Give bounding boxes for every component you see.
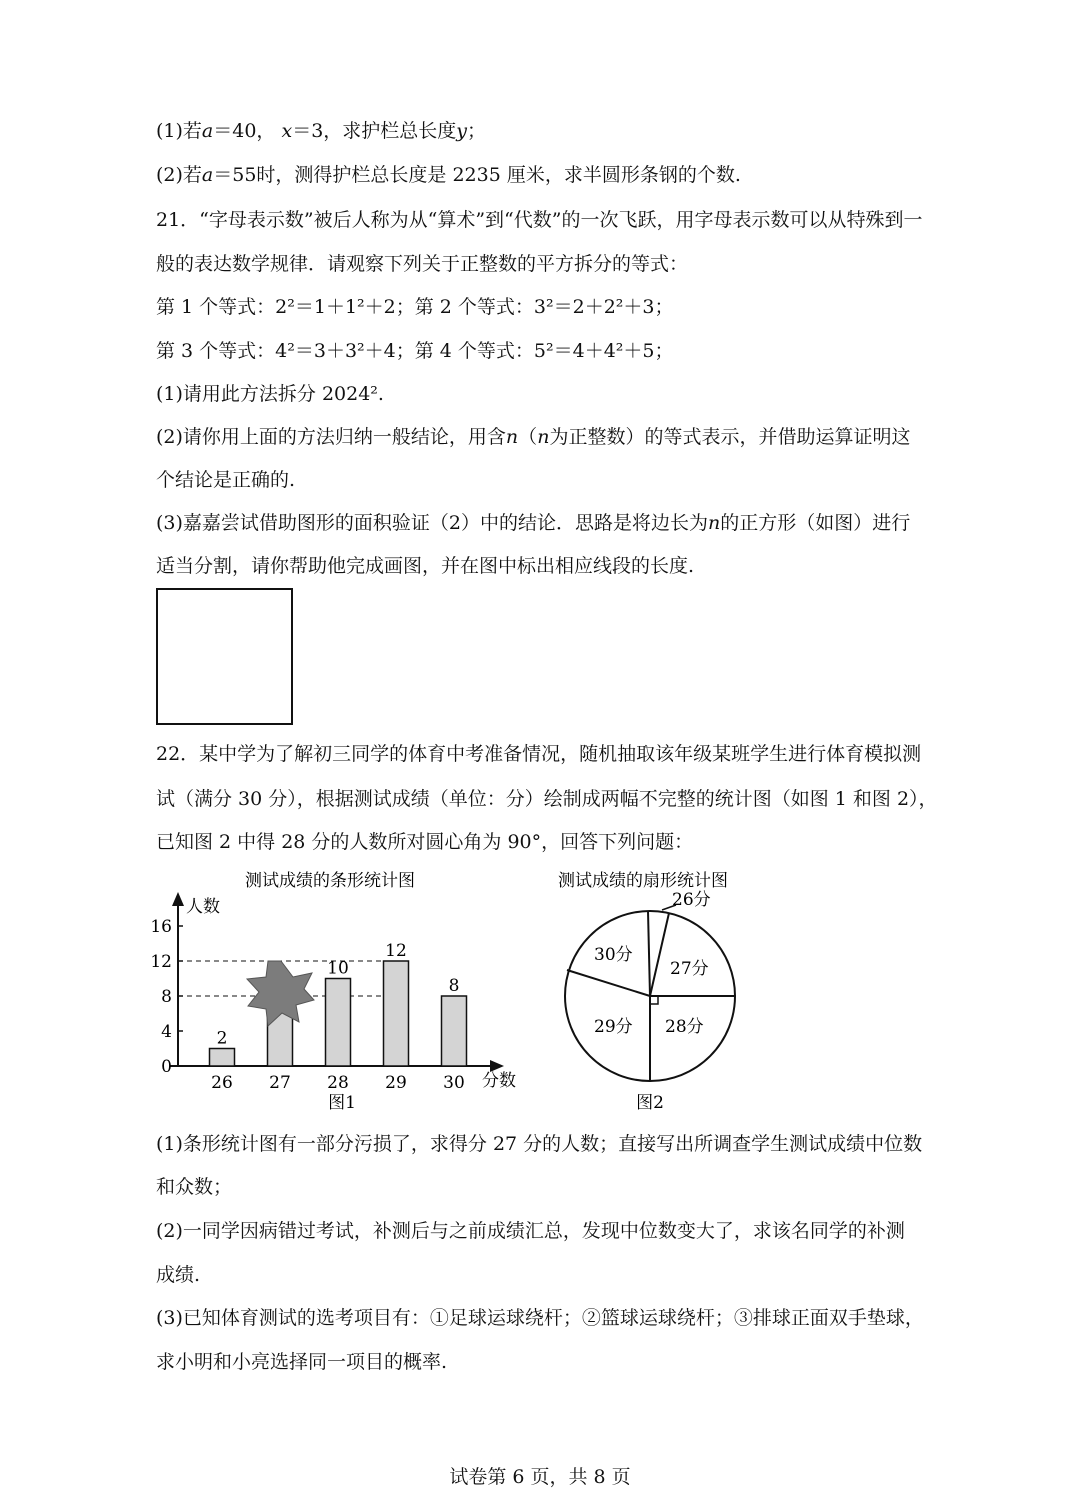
pie-divider — [650, 913, 669, 996]
q20-part1: (1)若a＝40， x＝3，求护栏总长度y； — [156, 120, 487, 142]
x-tick-label: 27 — [269, 1073, 291, 1093]
y-axis-label: 人数 — [186, 897, 220, 917]
q21-part3-line1: (3)嘉嘉尝试借助图形的面积验证（2）中的结论．思路是将边长为n的正方形（如图）进行 — [156, 512, 911, 534]
bar-value-label: 12 — [385, 941, 407, 961]
q22-intro-line2: 试（满分 30 分），根据测试成绩（单位：分）绘制成两幅不完整的统计图（如图 1 和图 2）， — [156, 788, 938, 810]
q22-intro-line3: 已知图 2 中得 28 分的人数所对圆心角为 90°，回答下列问题： — [156, 831, 694, 853]
q22-part1-line1: (1)条形统计图有一部分污损了，求得分 27 分的人数；直接写出所调查学生测试成绩中位数 — [156, 1133, 923, 1155]
q22-intro-line1: 22．某中学为了解初三同学的体育中考准备情况，随机抽取该年级某班学生进行体育模拟测 — [156, 743, 922, 765]
bar — [210, 1049, 235, 1067]
pie-label-30: 30分 — [594, 945, 633, 965]
y-axis-arrow — [172, 892, 184, 906]
bar-chart-title: 测试成绩的条形统计图 — [245, 871, 415, 891]
page-footer: 试卷第 6 页，共 8 页 — [449, 1466, 631, 1488]
figures-area — [0, 860, 1080, 1120]
pie-divider — [567, 970, 650, 996]
bar-value-label: 8 — [448, 976, 460, 996]
bar-chart-caption: 图1 — [328, 1093, 356, 1113]
square-figure — [156, 588, 293, 725]
x-tick-label: 26 — [211, 1073, 233, 1093]
right-angle-mark — [650, 996, 658, 1004]
q22-part2-line1: (2)一同学因病错过考试，补测后与之前成绩汇总，发现中位数变大了，求该名同学的补测 — [156, 1220, 905, 1242]
pie-chart — [558, 871, 735, 1113]
pie-chart-caption: 图2 — [636, 1093, 664, 1113]
bar — [326, 979, 351, 1067]
y-tick-label: 0 — [161, 1057, 172, 1077]
y-tick-label: 16 — [150, 917, 172, 937]
pie-chart-title: 测试成绩的扇形统计图 — [558, 871, 728, 891]
q20-part2: (2)若a＝55时，测得护栏总长度是 2235 厘米，求半圆形条钢的个数. — [156, 164, 741, 186]
bar — [384, 961, 409, 1066]
bar-value-label: 2 — [216, 1028, 228, 1049]
q21-part2-line1: (2)请你用上面的方法归纳一般结论，用含n（n为正整数）的等式表示，并借助运算证明这 — [156, 426, 911, 448]
q22-part2-line2: 成绩. — [156, 1264, 201, 1286]
y-tick-label: 4 — [161, 1022, 172, 1042]
q21-part3-line2: 适当分割，请你帮助他完成画图，并在图中标出相应线段的长度. — [156, 555, 695, 577]
bar-chart — [150, 871, 516, 1113]
bar-value-label: 10 — [327, 958, 349, 979]
pie-label-26: 26分 — [672, 890, 711, 910]
y-tick-label: 8 — [161, 987, 172, 1007]
pie-label-28: 28分 — [665, 1017, 704, 1037]
x-tick-label: 30 — [443, 1073, 465, 1093]
q22-part3-line1: (3)已知体育测试的选考项目有：①足球运球绕杆；②篮球运球绕杆；③排球正面双手垫球， — [156, 1307, 924, 1329]
pie-label-27: 27分 — [670, 959, 709, 979]
bar — [442, 996, 467, 1066]
q21-intro-line1: 21．“字母表示数”被后人称为从“算术”到“代数”的一次飞跃，用字母表示数可以从特殊到一 — [156, 209, 923, 231]
pie-divider — [648, 911, 650, 996]
q21-part2-line2: 个结论是正确的. — [156, 469, 296, 491]
x-tick-label: 29 — [385, 1073, 407, 1093]
y-tick-label: 12 — [150, 952, 172, 972]
q21-intro-line2: 般的表达数学规律．请观察下列关于正整数的平方拆分的等式： — [156, 253, 689, 275]
x-tick-label: 28 — [327, 1073, 349, 1093]
q21-part1: (1)请用此方法拆分 2024². — [156, 383, 384, 405]
q21-equation-line2: 第 3 个等式：4²＝3＋3²＋4；第 4 个等式：5²＝4＋4²＋5； — [156, 340, 674, 362]
x-axis-label: 分数 — [482, 1071, 516, 1091]
q21-equation-line1: 第 1 个等式：2²＝1＋1²＋2；第 2 个等式：3²＝2＋2²＋3； — [156, 296, 674, 318]
q22-part1-line2: 和众数； — [156, 1176, 233, 1198]
pie-label-29: 29分 — [594, 1017, 633, 1037]
q22-part3-line2: 求小明和小亮选择同一项目的概率. — [156, 1351, 448, 1373]
